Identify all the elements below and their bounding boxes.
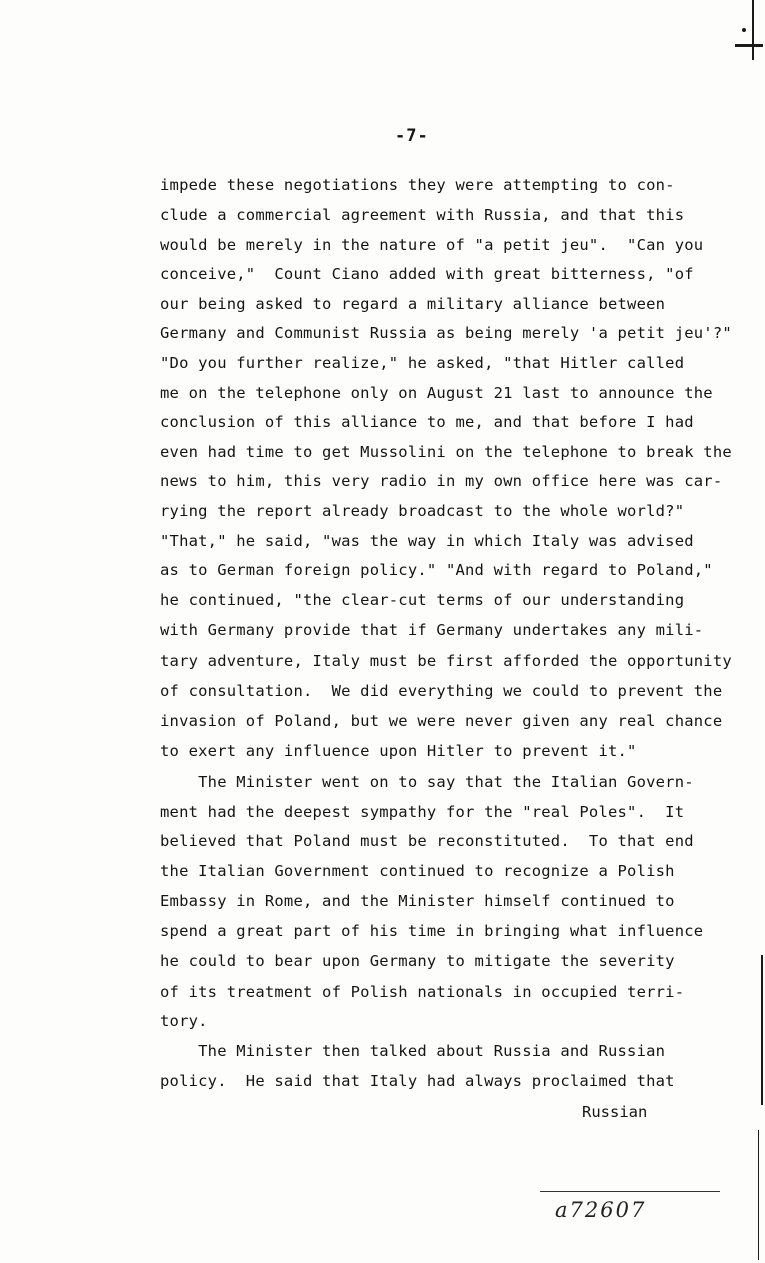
scan-edge-mark <box>752 0 754 60</box>
text-line: impede these negotiations they were attempting to con- <box>160 176 675 194</box>
text-line: conceive," Count Ciano added with great bitterness, "of <box>160 265 694 283</box>
text-line: The Minister then talked about Russia and Russian <box>160 1042 666 1060</box>
scan-edge-mark <box>761 955 763 1105</box>
text-line: "That," he said, "was the way in which Italy was advised <box>160 532 694 550</box>
text-line: as to German foreign policy." "And with regard to Poland," <box>160 561 713 579</box>
text-line: Germany and Communist Russia as being merely 'a petit jeu'?" <box>160 324 732 342</box>
text-line: even had time to get Mussolini on the telephone to break the <box>160 443 732 461</box>
text-line: to exert any influence upon Hitler to prevent it." <box>160 742 637 760</box>
text-line: spend a great part of his time in bringing what influence <box>160 922 704 940</box>
text-line: "Do you further realize," he asked, "that Hitler called <box>160 354 685 372</box>
text-line: tary adventure, Italy must be first afforded the opportunity <box>160 652 732 670</box>
text-line: he continued, "the clear-cut terms of our understanding <box>160 591 685 609</box>
text-line: invasion of Poland, but we were never given any real chance <box>160 712 723 730</box>
text-line: of consultation. We did everything we could to prevent the <box>160 682 723 700</box>
text-line: clude a commercial agreement with Russia, and that this <box>160 206 685 224</box>
text-line: believed that Poland must be reconstituted. To that end <box>160 832 694 850</box>
handwritten-note: a72607 <box>555 1198 647 1222</box>
page-number: -7- <box>395 126 429 146</box>
text-line: with Germany provide that if Germany undertakes any mili- <box>160 621 704 639</box>
text-line: The Minister went on to say that the Italian Govern- <box>160 773 694 791</box>
scan-edge-mark <box>742 28 746 32</box>
text-line: ment had the deepest sympathy for the "real Poles". It <box>160 803 685 821</box>
footer-rule <box>540 1191 720 1192</box>
scan-edge-mark <box>758 1130 759 1260</box>
text-line: news to him, this very radio in my own office here was car- <box>160 472 723 490</box>
text-line: he could to bear upon Germany to mitigate the severity <box>160 952 675 970</box>
catchword: Russian <box>582 1103 648 1121</box>
text-line: would be merely in the nature of "a petit jeu". "Can you <box>160 236 704 254</box>
text-line: tory. <box>160 1012 208 1030</box>
text-line: of its treatment of Polish nationals in occupied terri- <box>160 983 685 1001</box>
text-line: the Italian Government continued to recognize a Polish <box>160 862 675 880</box>
text-line: our being asked to regard a military alliance between <box>160 295 666 313</box>
text-line: rying the report already broadcast to the whole world?" <box>160 502 685 520</box>
text-line: me on the telephone only on August 21 last to announce the <box>160 384 713 402</box>
scan-edge-mark <box>735 44 763 47</box>
text-line: Embassy in Rome, and the Minister himself continued to <box>160 892 675 910</box>
text-line: conclusion of this alliance to me, and that before I had <box>160 413 694 431</box>
text-line: policy. He said that Italy had always proclaimed that <box>160 1072 675 1090</box>
